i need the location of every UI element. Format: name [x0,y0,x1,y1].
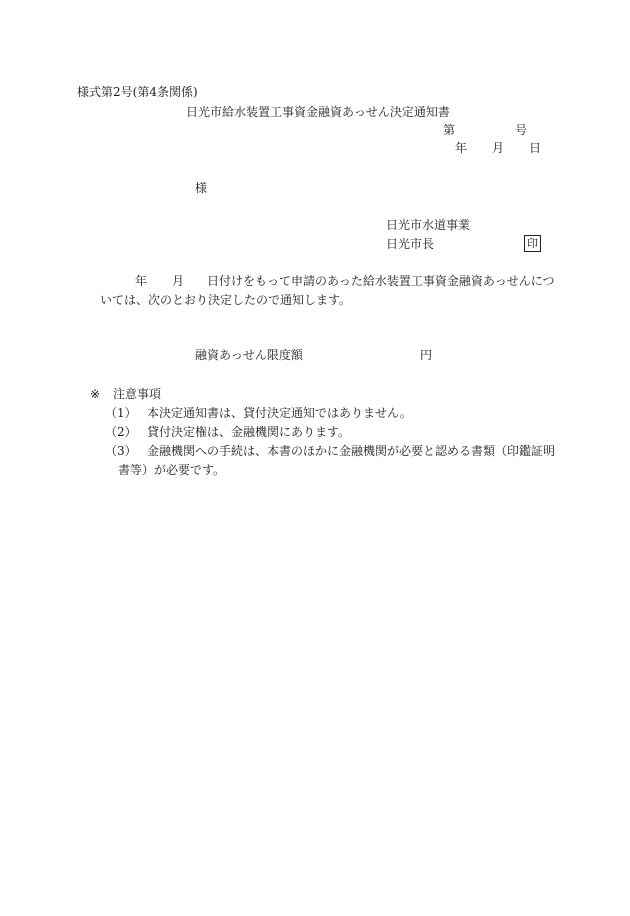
date-year-label: 年 [455,141,468,155]
note-2-text: 貸付決定権は、金融機関にあります。 [147,425,351,439]
date-day-label: 日 [529,141,542,155]
issuer-title: 日光市長 [386,237,435,251]
notes-heading: 注意事項 [113,387,162,401]
note-1-number: （1） [105,406,137,420]
doc-number-prefix: 第 [443,123,456,137]
body-year-label: 年 [135,274,148,288]
amount-unit: 円 [420,348,433,362]
note-3-number: （3） [105,444,137,458]
date-month-label: 月 [492,141,505,155]
recipient-suffix: 様 [195,181,208,195]
issuer-org: 日光市水道事業 [386,218,471,232]
note-3-text-continued: 書等）が必要です。 [118,463,226,477]
form-label: 様式第2号(第4条関係) [77,85,198,99]
document-title: 日光市給水装置工事資金融資あっせん決定通知書 [186,105,450,119]
note-3-text: 金融機関への手続は、本書のほかに金融機関が必要と認める書類（印鑑証明 [147,444,556,458]
doc-number-suffix: 号 [515,123,528,137]
amount-label: 融資あっせん限度額 [195,348,303,362]
body-month-label: 月 [172,274,185,288]
body-line-2: いては、次のとおり決定したので通知します。 [100,293,352,307]
notes-mark: ※ [90,387,101,401]
body-line-1: 日付けをもって申請のあった給水装置工事資金融資あっせんにつ [207,274,555,288]
note-1-text: 本決定通知書は、貸付決定通知ではありません。 [147,406,412,420]
seal-stamp: 印 [524,235,541,252]
note-2-number: （2） [105,425,137,439]
